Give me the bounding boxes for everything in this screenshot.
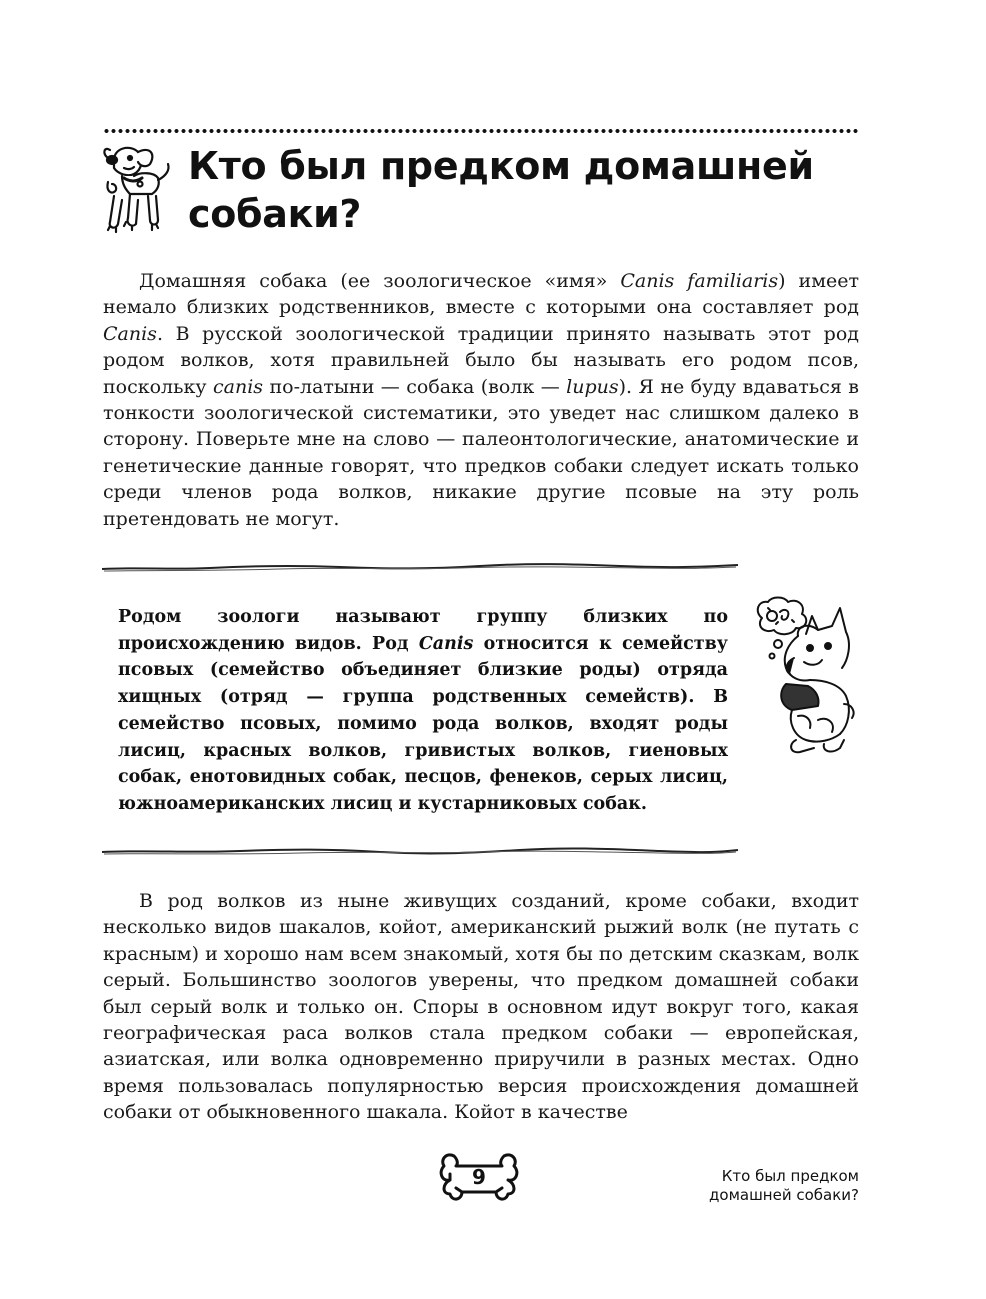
body-paragraph — [103, 888, 859, 1126]
wavy-separator-bottom — [100, 844, 740, 858]
text-run: ). Я не буду вдаваться в тонкости зоологической систематики, это уведет нас слишком далеко в сторону. Поверьте мне на слово — палеонтологические, анатомические и генетические данные говорят, что предков собаки следует искать только среди членов рода волков, никакие другие псовые на эту роль претендовать не могут. — [103, 375, 859, 530]
text-run: Домашняя собака (ее зоологическое «имя» — [139, 270, 621, 292]
text-run: по-латыни — собака (волк — — [263, 375, 567, 398]
text-run: относится к семейству псовых (семейство объединяет близкие роды) отряда хищных (отряд — группа родственных семейств). В семейство псовых, помимо рода волков, входят роды лисиц, красных волков, гривистых волков, гиеновых собак, енотовидных собак, песцов, фенеков, серых лисиц, южноамериканских лисиц и кустарниковых собак. — [118, 633, 728, 814]
text-run: . В русской зоологической традиции принято называть этот род родом волков, хотя правильней было бы называть его родом псов, поскольку — [103, 322, 859, 398]
latin-term: canis — [212, 375, 264, 398]
body-paragraph — [103, 268, 859, 532]
wavy-separator-top — [100, 560, 740, 574]
thinking-dog-icon — [748, 596, 860, 756]
running-title-line: домашней собаки? — [709, 1186, 859, 1204]
text-run: В род волков из ныне живущих созданий, кроме собаки, входит несколько видов шакалов, койот, американский рыжий волк (не путать с красным) и хорошо нам всем знакомый, хотя бы по детским сказкам, волк серый. Большинство зоологов уверены, что предком домашней собаки был серый волк и только он. Споры в основном идут вокруг того, какая географическая раса волков стала предком собаки — европейская, азиатская, или волка одновременно приручили в разных местах. Одно время пользовалась популярностью версия происхождения домашней собаки от обыкновенного шакала. Койот в качестве — [103, 890, 859, 1124]
page-number: 9 — [472, 1165, 486, 1189]
latin-term: Canis familiaris — [620, 270, 779, 292]
running-title-line: Кто был предком — [721, 1167, 859, 1185]
text-run: ) имеет немало близких родственников, вместе с которыми она составляет род — [103, 270, 859, 319]
page-title: Кто был предком домашней собаки? — [188, 144, 814, 236]
dog-icon — [100, 140, 180, 235]
sidebar-note — [118, 604, 728, 818]
latin-term: Canis — [418, 633, 474, 654]
text-run: Родом зоологи называют группу близких по происхождению видов. Род — [118, 607, 728, 654]
dotted-header-rule — [103, 128, 859, 134]
latin-term: lupus — [566, 375, 619, 398]
running-title — [709, 1167, 859, 1205]
latin-term: Canis — [103, 322, 157, 345]
